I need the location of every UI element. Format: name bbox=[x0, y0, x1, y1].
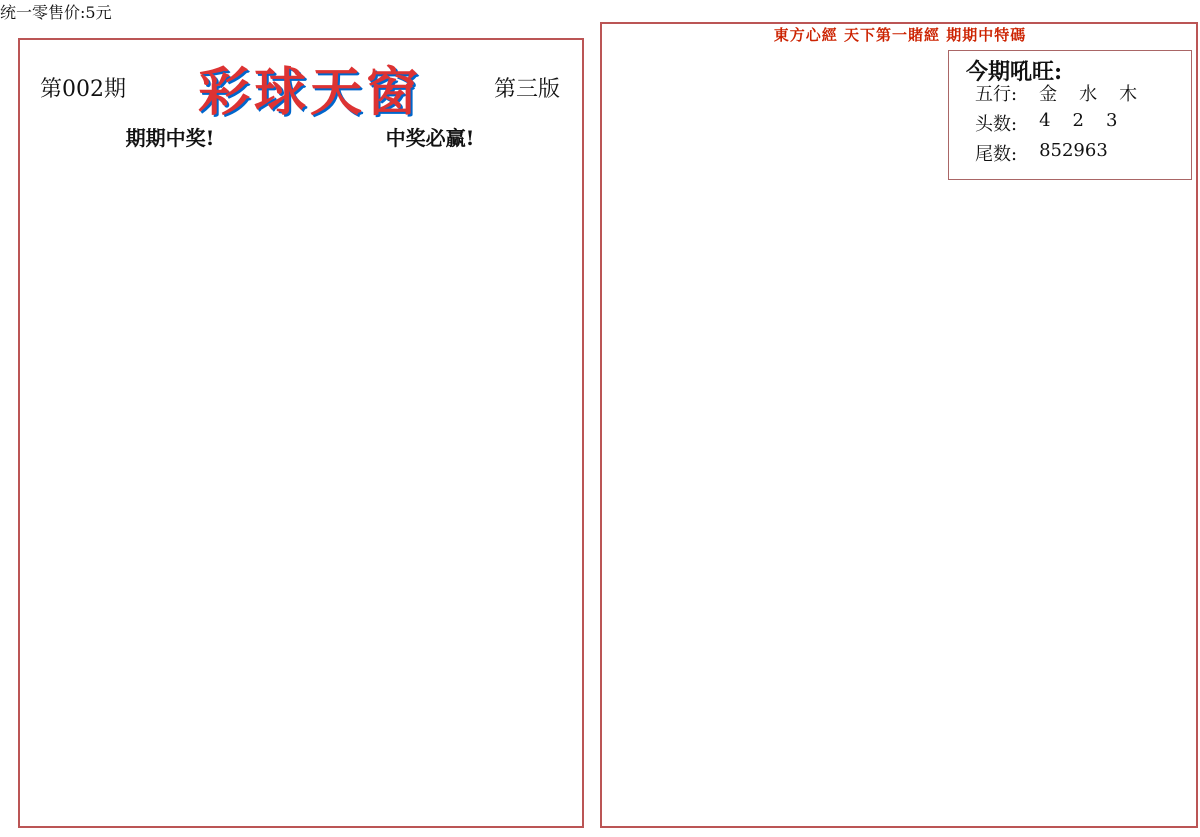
issue-number: 第002期 bbox=[40, 76, 126, 102]
hot-title: 今期吼旺: bbox=[966, 59, 1063, 85]
slogan-1: 期期中奖! bbox=[125, 125, 215, 150]
edition-label: 第三版 bbox=[493, 76, 560, 102]
masthead bbox=[40, 52, 560, 122]
masthead-title: 彩球天窗 bbox=[197, 61, 422, 123]
wuxing-row: 五行: 金 水 木 bbox=[975, 84, 1138, 105]
right-header: 東方心經 天下第一賭經 期期中特碼 bbox=[773, 25, 1027, 44]
price-label: 统一零售价:5元 bbox=[0, 3, 112, 22]
slogan-2: 中奖必赢! bbox=[385, 125, 475, 150]
left-page-frame bbox=[18, 38, 584, 828]
slogan-bar bbox=[40, 123, 560, 149]
tail-row: 尾数: 852963 bbox=[975, 140, 1108, 165]
head-row: 头数: 4 2 3 bbox=[975, 110, 1118, 135]
